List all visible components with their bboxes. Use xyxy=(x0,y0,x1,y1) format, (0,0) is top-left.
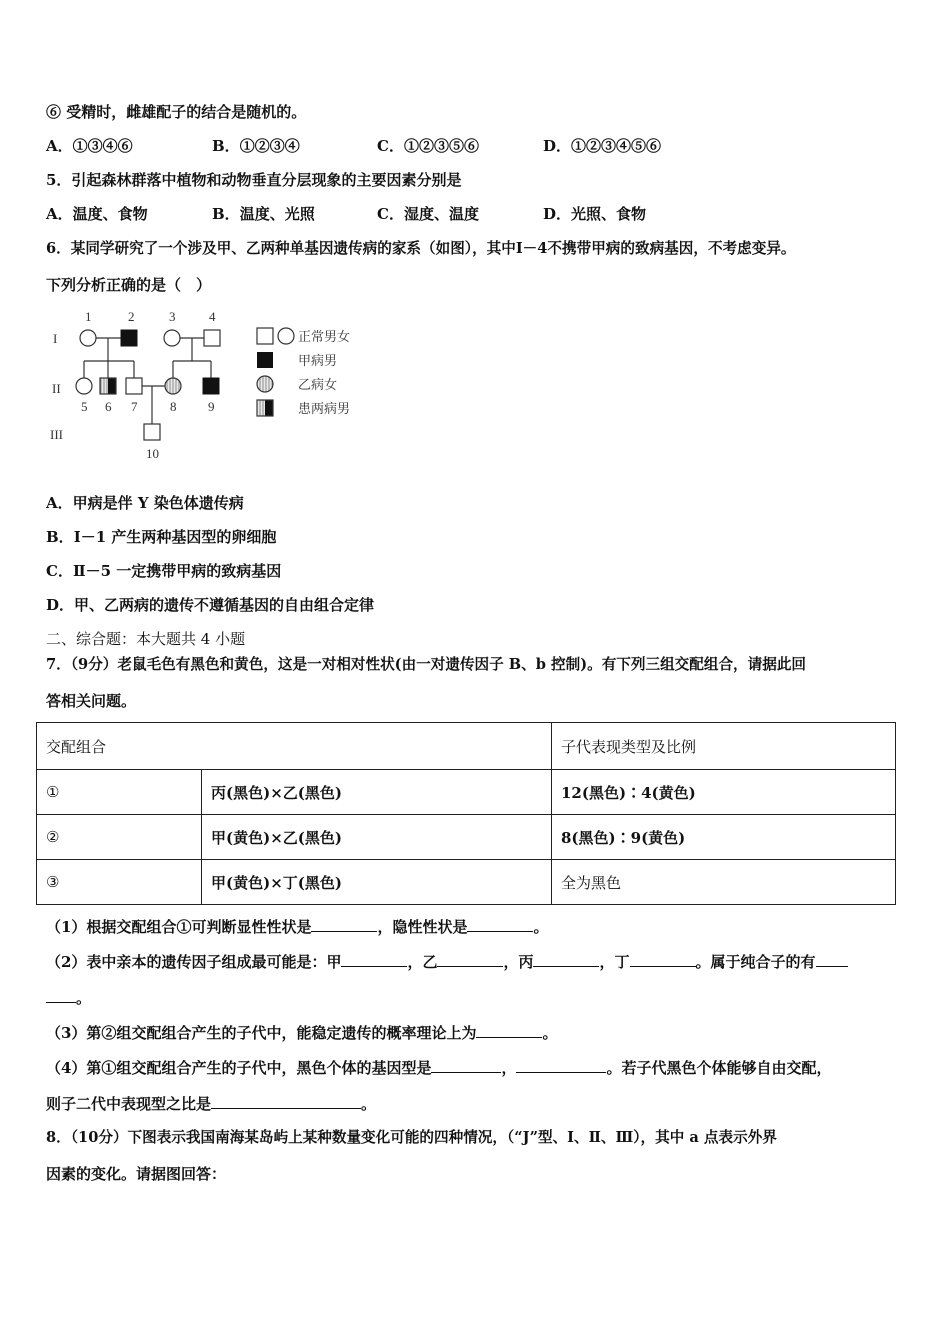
legend-disease-b-female-icon xyxy=(257,376,273,392)
table-row xyxy=(37,815,896,860)
blank-recessive-trait[interactable] xyxy=(467,917,533,932)
svg-text:乙病女: 乙病女 xyxy=(298,377,338,392)
q7-stem-line2: 答相关问题。 xyxy=(46,692,137,710)
q7-sub3: （3）第②组交配组合产生的子代中，能稳定遗传的概率理论上为 。 xyxy=(46,1024,558,1042)
table-row xyxy=(37,860,896,905)
svg-text:正常男女: 正常男女 xyxy=(298,329,351,344)
blank-black-genotype-1[interactable] xyxy=(431,1058,501,1073)
q6-stem-line2: 下列分析正确的是（ ） xyxy=(46,276,212,294)
header-offspring: 子代表现类型及比例 xyxy=(552,723,896,770)
cell-cross: 丙(黑色)×乙(黑色) xyxy=(202,770,552,815)
q6-option-d: D．甲、乙两病的遗传不遵循基因的自由组合定律 xyxy=(46,596,375,614)
q8-stem-line1: 8．（10分）下图表示我国南海某岛屿上某种数量变化可能的四种情况，（“J”型、Ⅰ、Ⅱ、Ⅲ），其中 a 点表示外界 xyxy=(46,1129,777,1146)
q7-sub1: （1）根据交配组合①可判断显性性状是 ，隐性性状是 。 xyxy=(46,918,549,936)
section-2-title: 二、综合题：本大题共 4 小题 xyxy=(46,630,246,648)
table-header-row xyxy=(37,723,896,770)
individual-8-disease-b-female xyxy=(165,378,181,394)
blank-ding-genotype[interactable] xyxy=(630,952,696,967)
q7-sub2-cont: 。 xyxy=(46,988,91,1008)
legend-normal-female-icon xyxy=(278,328,294,344)
q5-option-a: A．温度、食物 xyxy=(46,205,148,223)
q4-option-a: A．①③④⑥ xyxy=(46,137,133,155)
table-row xyxy=(37,770,896,815)
individual-7-normal-male xyxy=(126,378,142,394)
generation-label-II: II xyxy=(52,381,61,396)
q5-option-b: B．温度、光照 xyxy=(212,205,315,223)
cell-result: 全为黑色 xyxy=(552,860,896,905)
generation-label-III: III xyxy=(50,427,63,442)
blank-bing-genotype[interactable] xyxy=(533,952,599,967)
svg-text:1: 1 xyxy=(85,309,92,324)
q4-option-b: B．①②③④ xyxy=(212,137,300,155)
blank-homozygotes-part2[interactable] xyxy=(46,988,76,1003)
svg-text:5: 5 xyxy=(81,399,88,414)
blank-f2-phenotype-ratio[interactable] xyxy=(211,1094,361,1109)
svg-text:2: 2 xyxy=(128,309,135,324)
q8-stem-line2: 因素的变化。请据图回答： xyxy=(46,1165,227,1183)
svg-text:9: 9 xyxy=(208,399,215,414)
q7-sub4: （4）第①组交配组合产生的子代中，黑色个体的基因型是 ， 。若子代黑色个体能够自由交配， xyxy=(46,1059,832,1077)
q4-option-d: D．①②③④⑤⑥ xyxy=(543,137,662,155)
q4-statement-6: ⑥ 受精时，雌雄配子的结合是随机的。 xyxy=(46,103,307,121)
legend-disease-a-male-icon xyxy=(257,352,273,368)
cell-cross: 甲(黄色)×乙(黑色) xyxy=(202,815,552,860)
q4-option-c: C．①②③⑤⑥ xyxy=(377,137,479,155)
cell-id: ② xyxy=(37,815,202,860)
cell-cross: 甲(黄色)×丁(黑色) xyxy=(202,860,552,905)
cell-result: 12(黑色)∶4(黄色) xyxy=(552,770,896,815)
blank-dominant-trait[interactable] xyxy=(311,917,377,932)
q5-option-c: C．湿度、温度 xyxy=(377,205,479,223)
svg-text:6: 6 xyxy=(105,399,112,414)
header-cross: 交配组合 xyxy=(37,723,552,770)
cell-result: 8(黑色)∶9(黄色) xyxy=(552,815,896,860)
q6-option-c: C．Ⅱ－5 一定携带甲病的致病基因 xyxy=(46,562,282,580)
q5-option-d: D．光照、食物 xyxy=(543,205,647,223)
q7-sub4-cont: 则子二代中表现型之比是 。 xyxy=(46,1095,377,1113)
generation-label-I: I xyxy=(53,331,58,346)
mating-results-table xyxy=(36,722,896,905)
individual-5-normal-female xyxy=(76,378,92,394)
individual-3-normal-female xyxy=(164,330,180,346)
q7-stem-line1: 7．（9分）老鼠毛色有黑色和黄色，这是一对相对性状(由一对遗传因子 B、b 控制)。有下列三组交配组合，请据此回 xyxy=(46,656,807,673)
svg-text:10: 10 xyxy=(146,446,159,461)
individual-1-normal-female xyxy=(80,330,96,346)
blank-black-genotype-2[interactable] xyxy=(516,1058,606,1073)
q6-option-a: A．甲病是伴 Y 染色体遗传病 xyxy=(46,494,244,512)
individual-9-disease-a-male xyxy=(203,378,219,394)
svg-text:8: 8 xyxy=(170,399,177,414)
svg-text:7: 7 xyxy=(131,399,138,414)
cell-id: ③ xyxy=(37,860,202,905)
svg-text:3: 3 xyxy=(169,309,176,324)
pedigree-diagram xyxy=(46,306,376,466)
svg-text:甲病男: 甲病男 xyxy=(298,353,338,368)
q6-option-b: B．Ⅰ－1 产生两种基因型的卵细胞 xyxy=(46,528,277,546)
svg-text:患两病男: 患两病男 xyxy=(298,401,351,416)
individual-10-normal-male xyxy=(144,424,160,440)
q6-stem-line1: 6．某同学研究了一个涉及甲、乙两种单基因遗传病的家系（如图），其中Ⅰ－4不携带甲病的致病基因，不考虑变异。 xyxy=(46,240,796,257)
cell-id: ① xyxy=(37,770,202,815)
svg-text:4: 4 xyxy=(209,309,216,324)
blank-stable-probability[interactable] xyxy=(476,1023,542,1038)
blank-homozygotes-part1[interactable] xyxy=(816,952,848,967)
legend-normal-male-icon xyxy=(257,328,273,344)
blank-yi-genotype[interactable] xyxy=(437,952,503,967)
q5-stem: 5．引起森林群落中植物和动物垂直分层现象的主要因素分别是 xyxy=(46,171,462,189)
individual-2-disease-a-male xyxy=(121,330,137,346)
blank-jia-genotype[interactable] xyxy=(341,952,407,967)
individual-4-normal-male xyxy=(204,330,220,346)
q7-sub2: （2）表中亲本的遗传因子组成最可能是：甲 ，乙 ，丙 ，丁 。属于纯合子的有 xyxy=(46,952,848,972)
